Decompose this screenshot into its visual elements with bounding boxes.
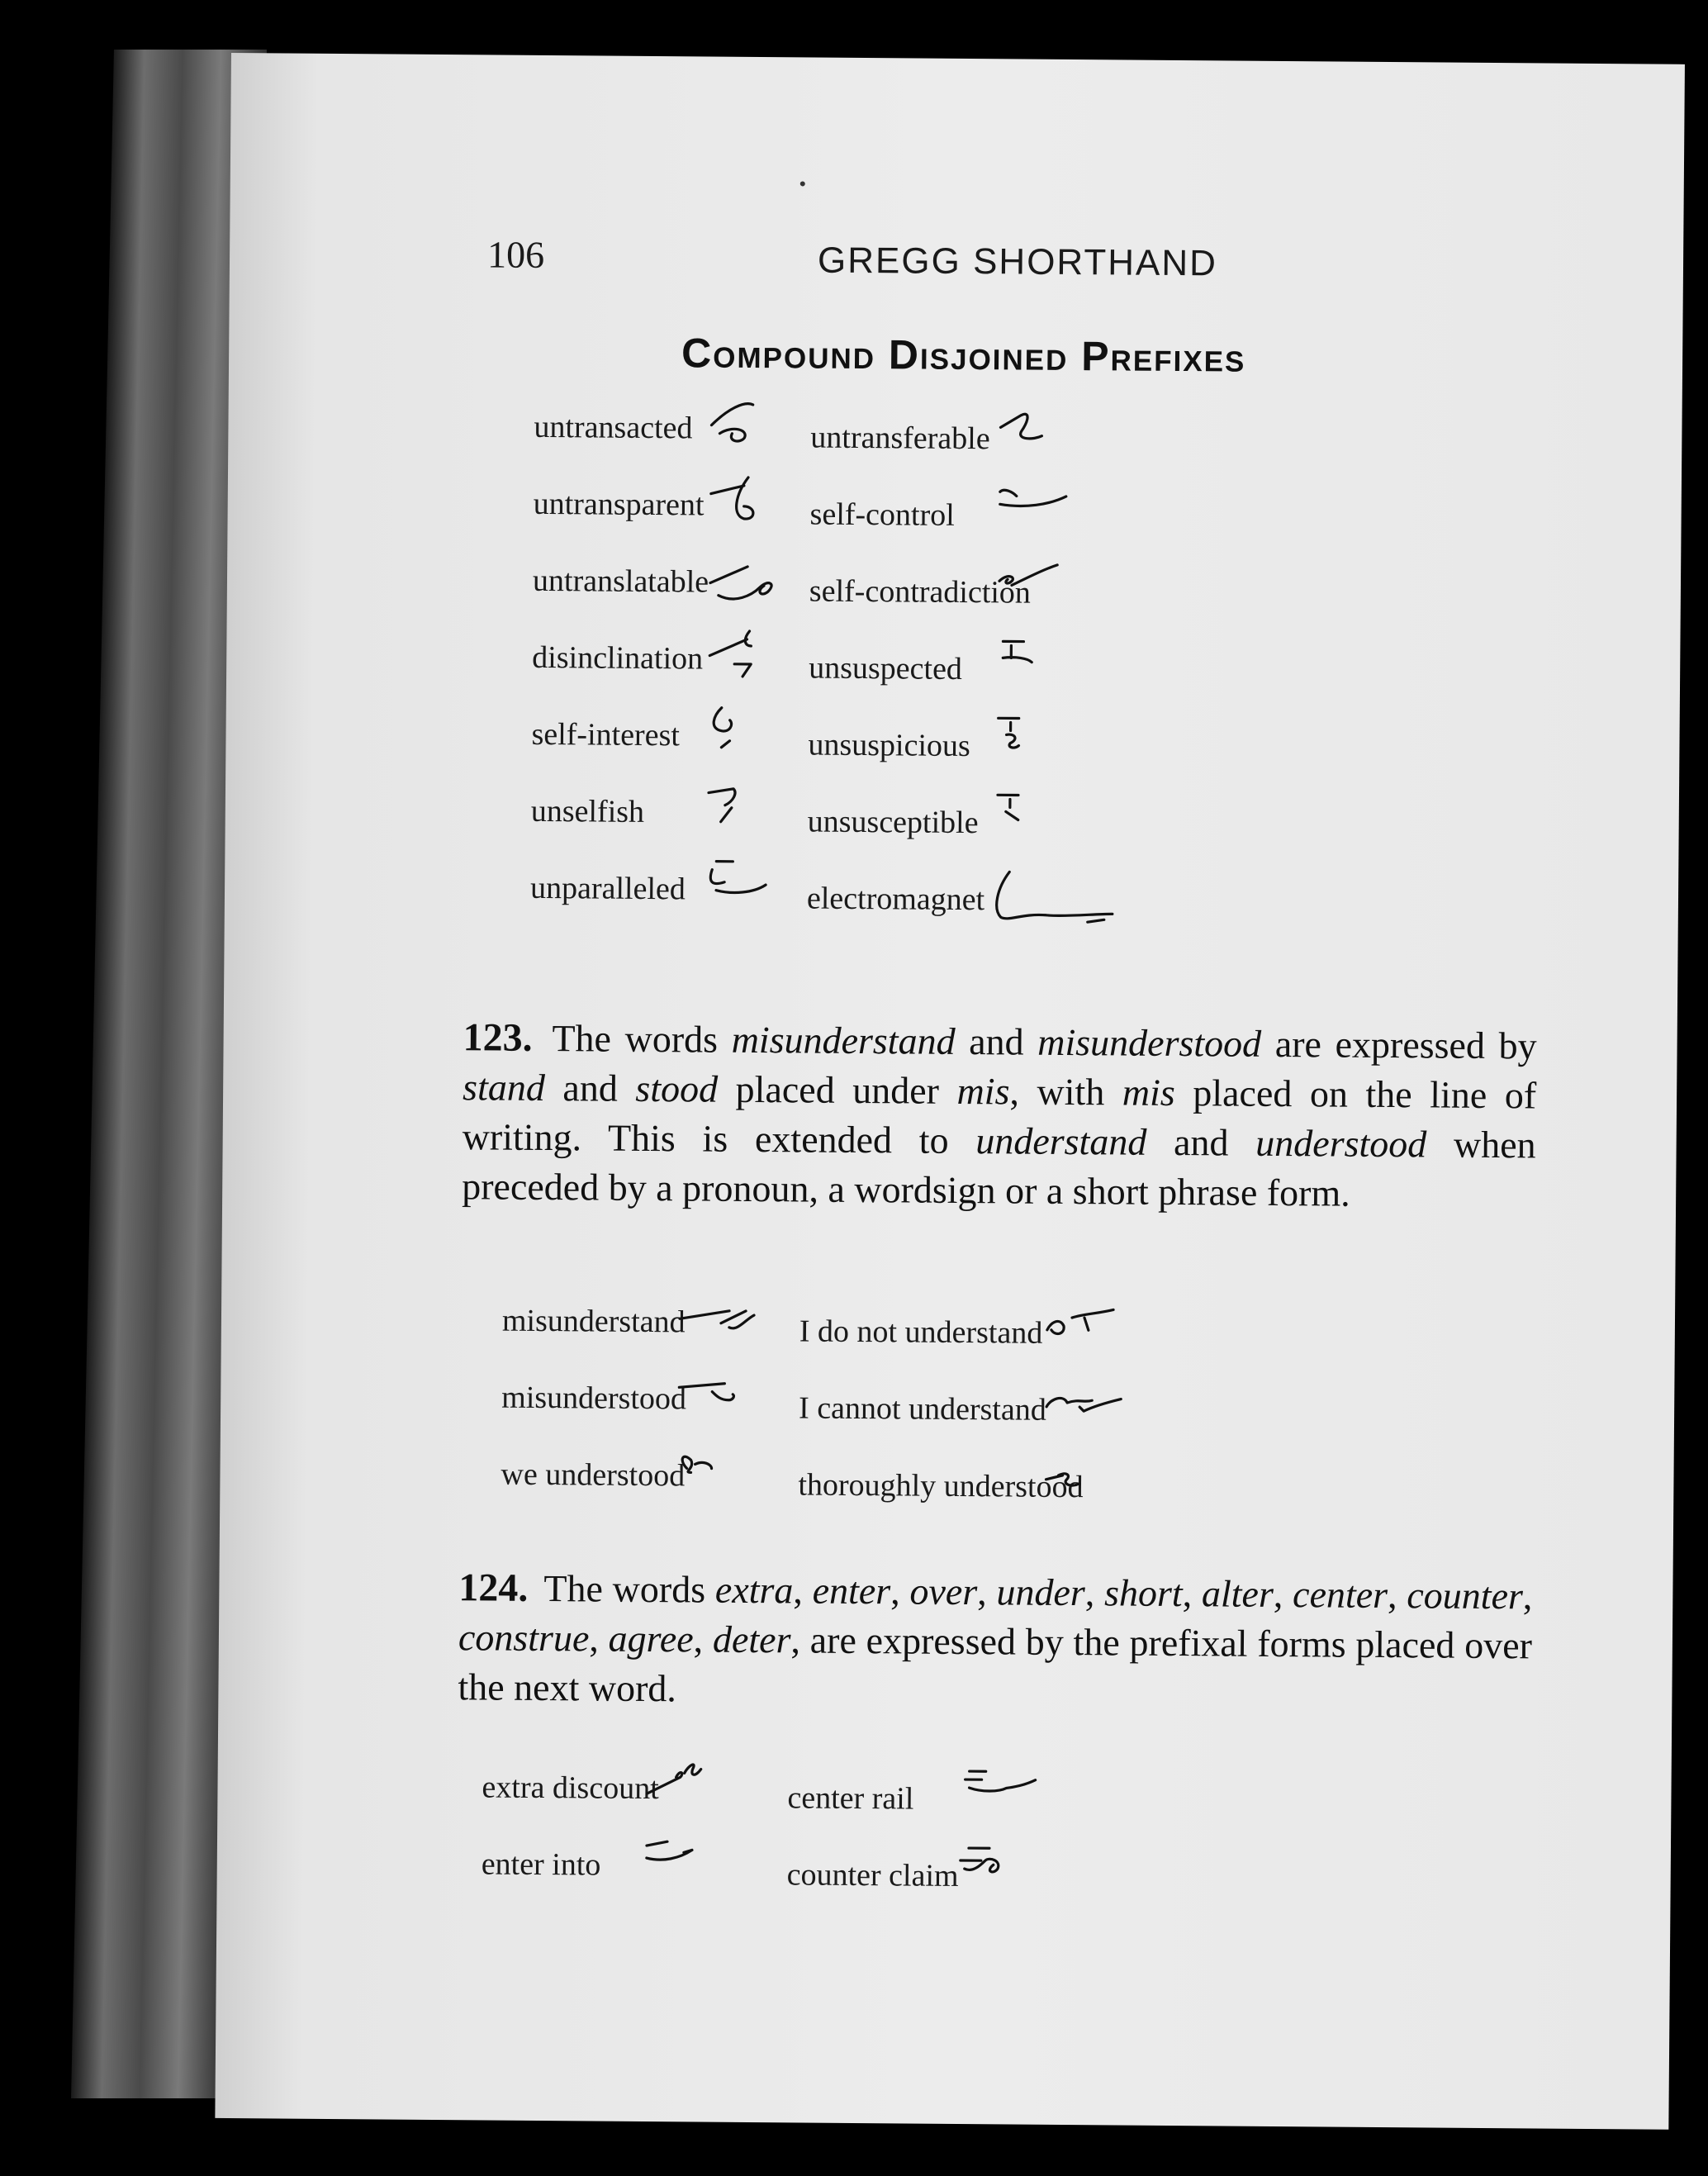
italic-term: stand — [462, 1066, 546, 1109]
right-word-0: I do not understand — [799, 1314, 1043, 1351]
running-title: GREGG SHORTHAND — [817, 240, 1218, 284]
paragraph-text: when preceded by a pronoun, a wordsign or a short phrase form. — [462, 1123, 1536, 1214]
paragraph-text: are expressed by — [1260, 1022, 1537, 1067]
paragraph-number: 124. — [458, 1565, 529, 1610]
left-word-0: misunderstand — [501, 1303, 686, 1340]
italic-term: stood — [635, 1067, 719, 1110]
paragraph-text: The words — [543, 1567, 716, 1611]
paragraph-text: , — [977, 1570, 997, 1613]
shorthand-outline — [997, 795, 1130, 853]
paragraph-text: placed on the line of writing. This is extended to — [462, 1071, 1537, 1162]
paragraph-text: and — [544, 1067, 636, 1109]
page-number: 106 — [486, 233, 545, 276]
italic-term: center — [1292, 1573, 1388, 1617]
italic-term: short — [1103, 1571, 1183, 1615]
paragraph-123 — [462, 1013, 1537, 1219]
shorthand-outline — [1046, 1382, 1179, 1441]
paragraph-text: and — [1146, 1120, 1256, 1164]
paragraph-124 — [458, 1563, 1532, 1720]
paragraph-text: , — [1522, 1575, 1533, 1618]
left-word-1: enter into — [481, 1846, 601, 1883]
left-word-5: unselfish — [530, 793, 645, 829]
paragraph-text: and — [955, 1019, 1038, 1063]
shorthand-outline — [997, 872, 1130, 930]
right-word-2: thoroughly understood — [798, 1467, 1084, 1505]
left-word-6: unparalleled — [529, 870, 686, 907]
page-header — [230, 230, 1683, 292]
shorthand-outline — [998, 718, 1131, 777]
paragraph-text: , — [589, 1617, 609, 1660]
left-word-4: self-interest — [531, 716, 681, 753]
right-word-0: untransferable — [810, 420, 990, 457]
paragraph-text: , — [1273, 1572, 1293, 1616]
italic-term: counter — [1407, 1574, 1524, 1618]
right-word-5: unsusceptible — [807, 804, 979, 841]
right-word-0: center rail — [787, 1780, 914, 1817]
right-word-3: unsuspected — [809, 650, 963, 687]
right-word-2: self-contradiction — [809, 573, 1032, 611]
shorthand-outline — [961, 1771, 1094, 1830]
italic-term: understood — [1255, 1121, 1427, 1166]
paragraph-text: The words — [552, 1017, 732, 1061]
italic-term: understand — [975, 1119, 1147, 1163]
paragraph-text: , — [793, 1569, 813, 1612]
shorthand-outline — [680, 1294, 813, 1352]
italic-term: mis — [1122, 1071, 1175, 1114]
italic-term: mis — [956, 1069, 1010, 1113]
paragraph-text: , with — [1009, 1070, 1123, 1114]
italic-term: over — [909, 1570, 978, 1613]
italic-term: alter — [1201, 1572, 1274, 1615]
paragraph-text: , are expressed by the prefixal forms placed over the next word. — [458, 1618, 1533, 1710]
shorthand-outline — [647, 1760, 780, 1819]
left-word-0: untransacted — [534, 409, 693, 446]
shorthand-outline — [647, 1837, 780, 1896]
italic-term: misunderstand — [731, 1018, 956, 1062]
paragraph-number: 123. — [463, 1015, 533, 1060]
italic-term: agree — [608, 1617, 694, 1661]
left-word-3: disinclination — [532, 639, 704, 677]
italic-term: enter — [812, 1569, 891, 1613]
italic-term: construe — [458, 1616, 590, 1660]
shorthand-outline — [960, 1848, 1093, 1907]
shorthand-outline — [1046, 1459, 1179, 1518]
italic-term: under — [996, 1570, 1086, 1614]
shorthand-outline — [999, 641, 1132, 700]
shorthand-outline — [1000, 411, 1133, 469]
paragraph-text: , — [693, 1618, 714, 1661]
left-word-2: we understood — [501, 1456, 686, 1494]
right-word-6: electromagnet — [806, 881, 985, 918]
shorthand-outline — [679, 1371, 812, 1429]
left-word-2: untranslatable — [532, 563, 709, 600]
paragraph-text: , — [1182, 1572, 1203, 1615]
paragraph-text: placed under — [717, 1067, 957, 1112]
shorthand-outline — [999, 564, 1132, 623]
shorthand-outline — [678, 1447, 811, 1506]
right-word-4: unsuspicious — [808, 727, 970, 764]
right-word-1: counter claim — [786, 1857, 959, 1893]
speck — [800, 181, 805, 186]
shorthand-outline — [999, 487, 1132, 546]
paragraph-text: , — [1387, 1574, 1407, 1617]
book-page — [215, 53, 1685, 2130]
left-word-1: untransparent — [533, 486, 705, 523]
paragraph-text: , — [890, 1570, 910, 1613]
right-word-1: self-control — [809, 496, 955, 533]
italic-term: deter — [712, 1618, 791, 1661]
italic-term: extra — [714, 1568, 794, 1612]
right-word-1: I cannot understand — [798, 1390, 1046, 1428]
paragraph-text: , — [1084, 1571, 1105, 1614]
left-word-1: misunderstood — [501, 1380, 687, 1417]
shorthand-outline — [1047, 1305, 1180, 1364]
left-word-0: extra discount — [482, 1770, 659, 1807]
section-title: Compound Disjoined Prefixes — [681, 330, 1246, 381]
italic-term: misunderstood — [1037, 1020, 1262, 1065]
